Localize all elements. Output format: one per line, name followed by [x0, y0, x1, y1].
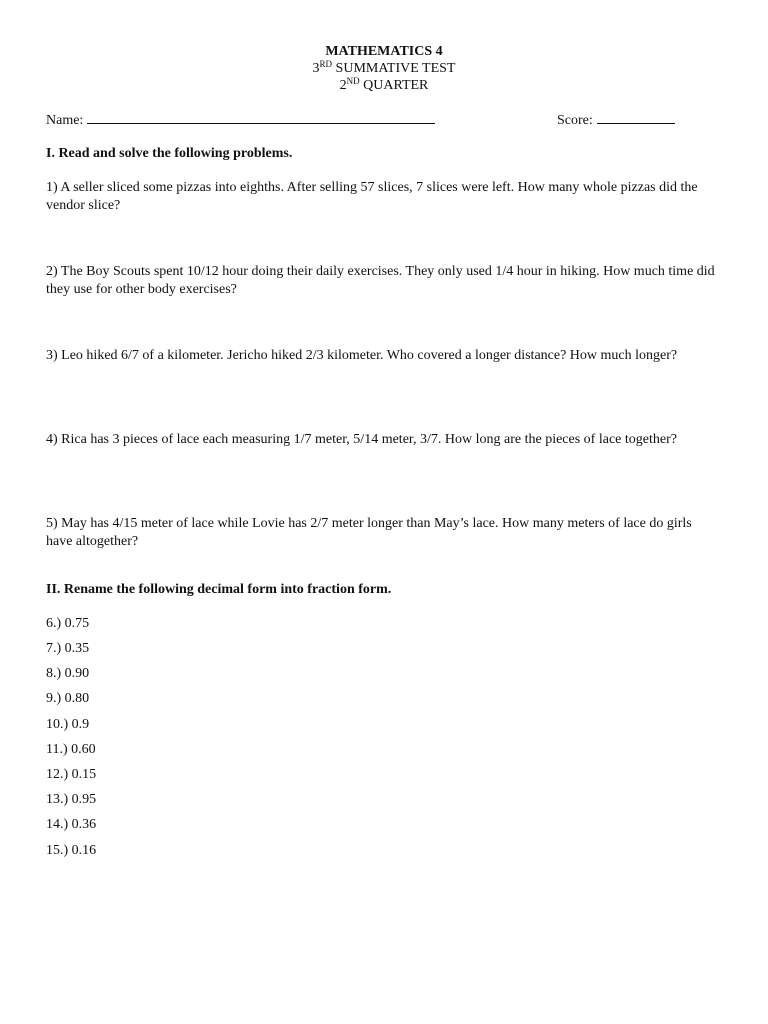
- section-2-title: II. Rename the following decimal form into fraction form.: [46, 582, 392, 597]
- quarter-label: QUARTER: [359, 78, 429, 93]
- test-header: [0, 43, 768, 94]
- name-field[interactable]: [46, 110, 435, 129]
- decimal-item-9: 9.) 0.80: [46, 691, 90, 706]
- decimal-item-13: 13.) 0.95: [46, 792, 97, 807]
- name-blank-line[interactable]: [87, 110, 435, 124]
- decimal-item-8: 8.) 0.90: [46, 666, 90, 681]
- decimal-item-11: 11.) 0.60: [46, 742, 96, 757]
- score-label: Score:: [557, 113, 593, 128]
- test-number-suffix: RD: [319, 59, 333, 69]
- decimal-item-6: 6.) 0.75: [46, 616, 90, 631]
- quarter-line: [0, 77, 768, 94]
- problem-4: 4) Rica has 3 pieces of lace each measuring 1/7 meter, 5/14 meter, 3/7. How long are the pieces of lace together?: [46, 432, 677, 447]
- decimal-item-10: 10.) 0.9: [46, 717, 90, 732]
- student-info-row: [46, 110, 686, 130]
- quarter-number: 2: [339, 78, 347, 93]
- decimal-item-7: 7.) 0.35: [46, 641, 90, 656]
- problem-2: 2) The Boy Scouts spent 10/12 hour doing their daily exercises. They only used 1/4 hour in hiking. How much time did they use for other body exercises?: [46, 264, 715, 297]
- problem-3: 3) Leo hiked 6/7 of a kilometer. Jericho hiked 2/3 kilometer. Who covered a longer distance? How much longer?: [46, 348, 678, 363]
- section-1-title: I. Read and solve the following problems.: [46, 146, 293, 161]
- score-blank-line[interactable]: [597, 110, 675, 124]
- problem-5: 5) May has 4/15 meter of lace while Lovie has 2/7 meter longer than May’s lace. How many meters of lace do girls have altogether?: [46, 516, 692, 549]
- test-name: SUMMATIVE TEST: [332, 61, 456, 76]
- score-field[interactable]: [557, 110, 675, 129]
- quarter-number-suffix: ND: [346, 76, 360, 86]
- decimal-item-14: 14.) 0.36: [46, 817, 97, 832]
- problem-1: 1) A seller sliced some pizzas into eighths. After selling 57 slices, 7 slices were left. How many whole pizzas did the vendor slice?: [46, 180, 698, 213]
- decimal-item-12: 12.) 0.15: [46, 767, 97, 782]
- test-number: 3: [312, 61, 320, 76]
- name-label: Name:: [46, 113, 84, 128]
- test-subtitle: [0, 60, 768, 77]
- decimal-item-15: 15.) 0.16: [46, 843, 97, 858]
- test-title: MATHEMATICS 4: [325, 44, 443, 59]
